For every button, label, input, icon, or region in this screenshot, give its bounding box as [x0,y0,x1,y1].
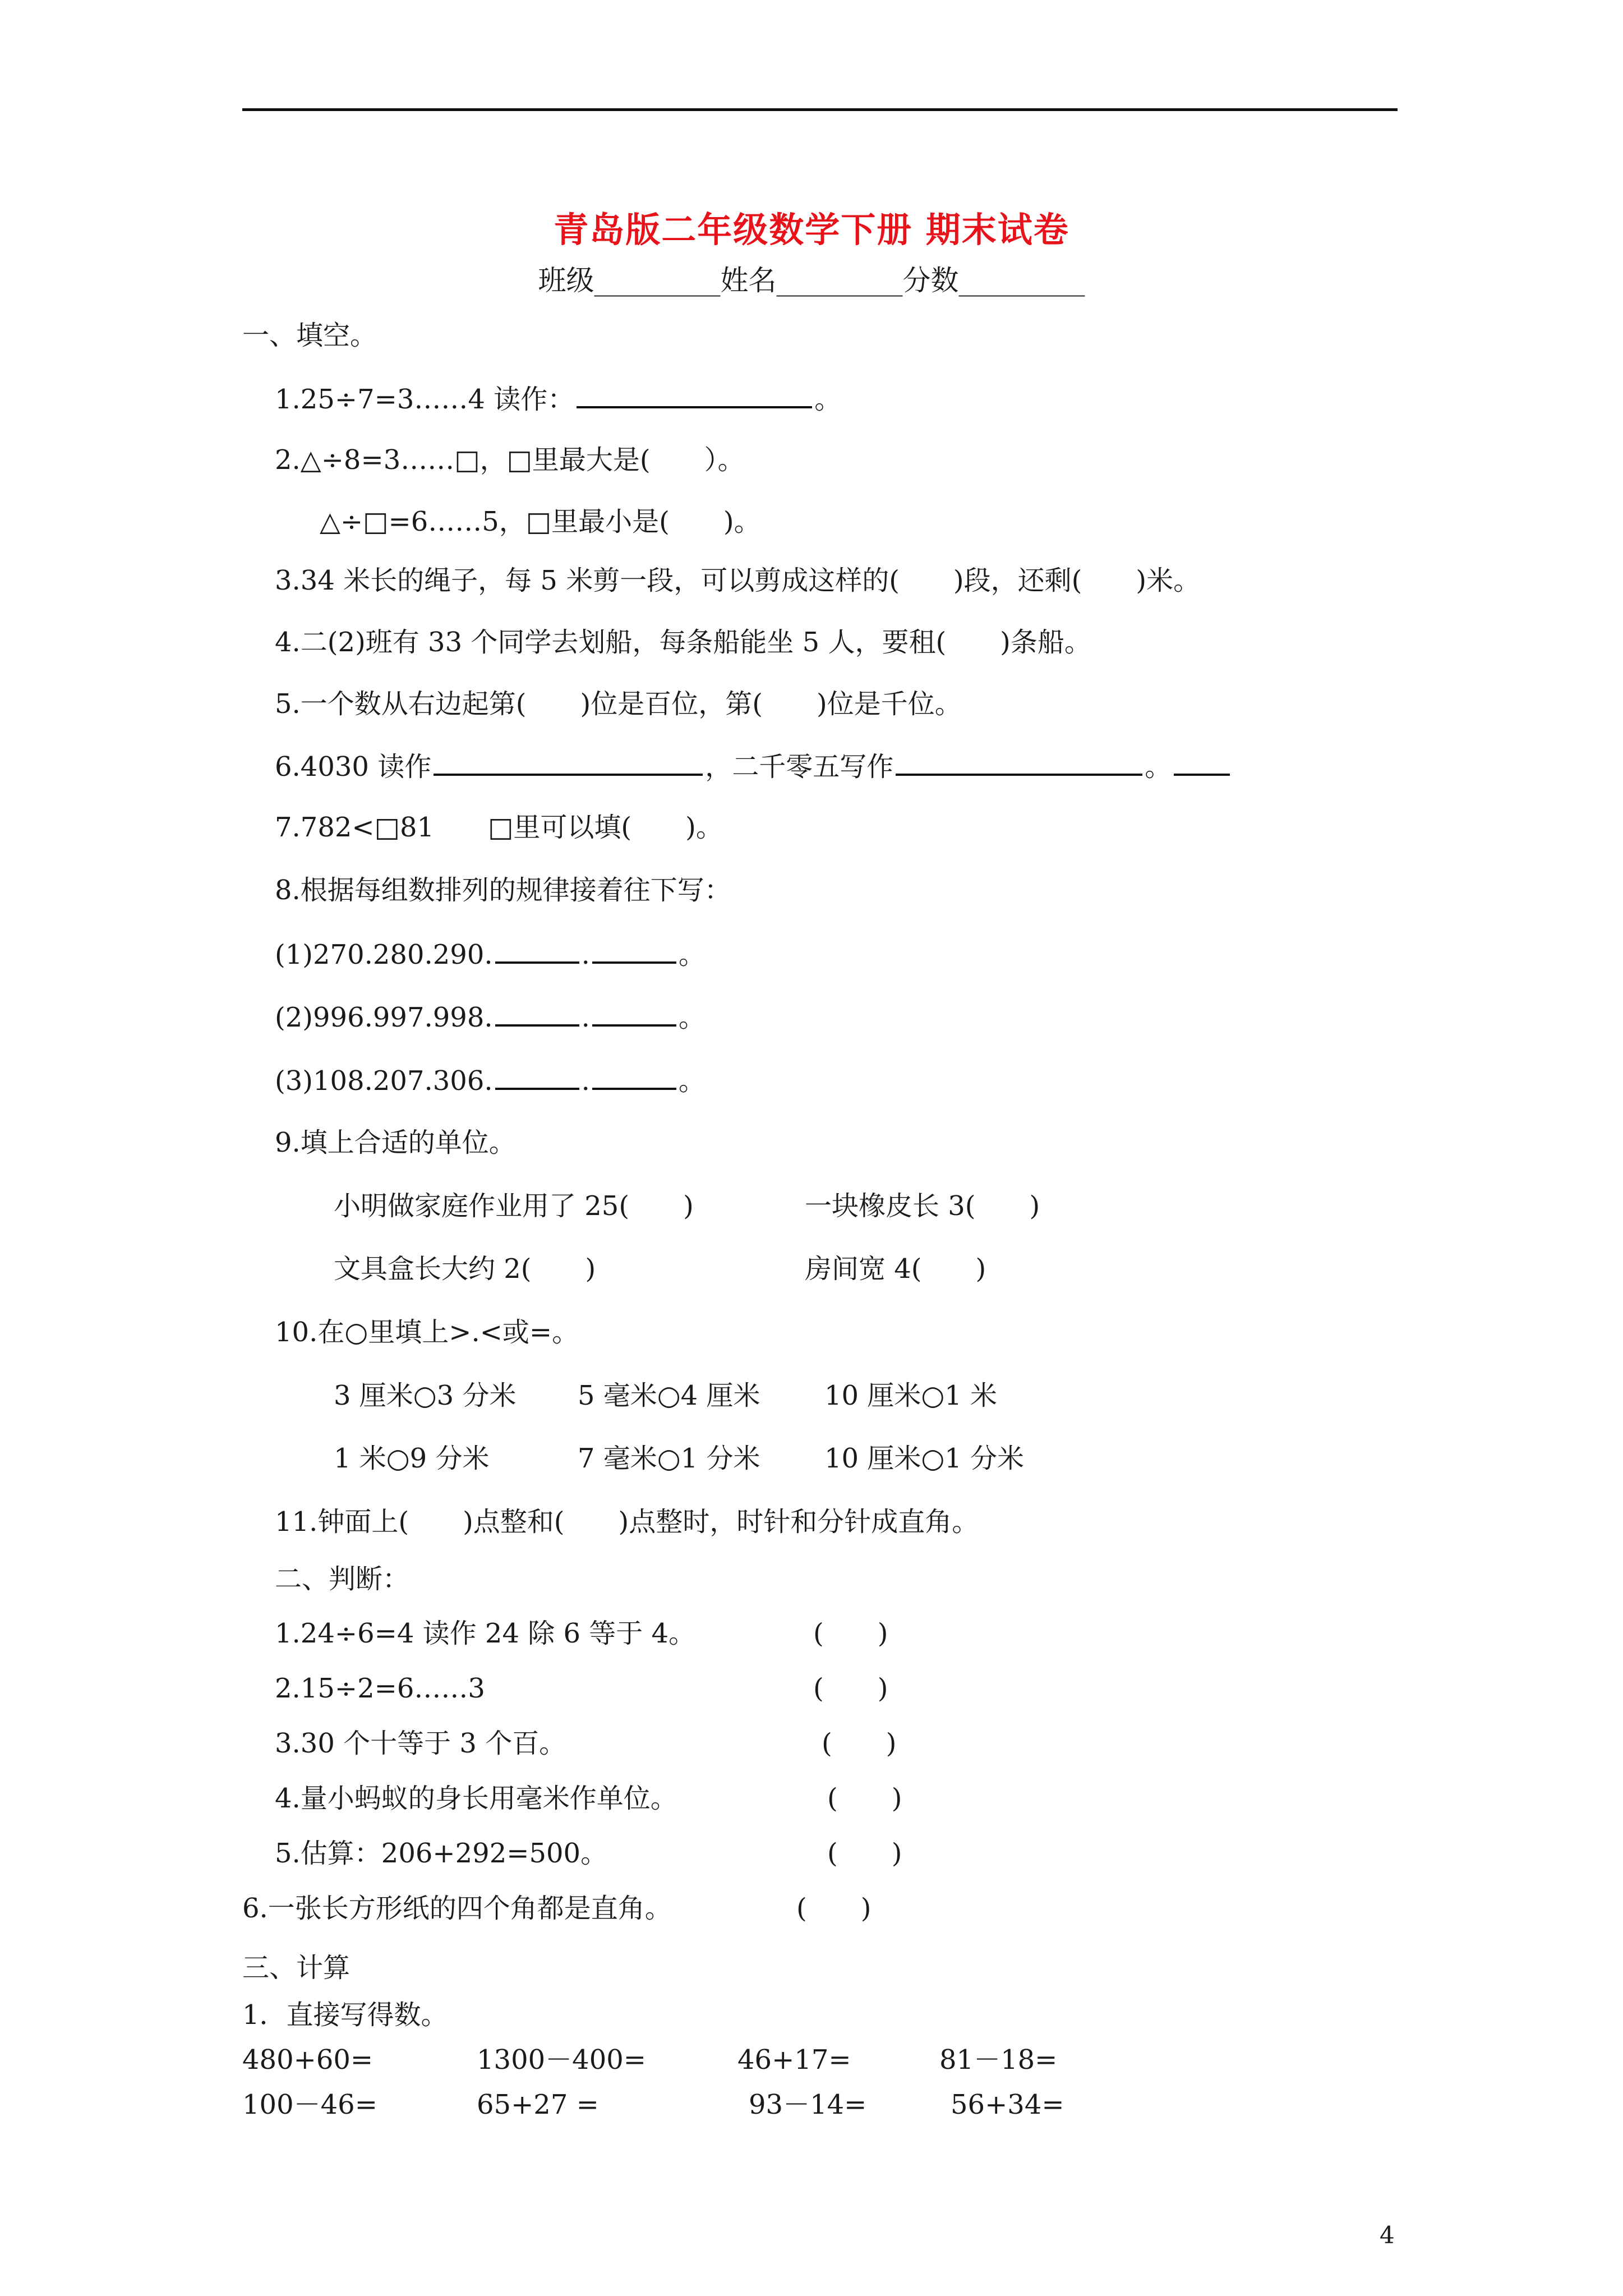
question-10-c: 10 厘米○1 米 [824,1380,998,1411]
question-10-b: 5 毫米○4 厘米 [578,1380,760,1411]
question-9-a: 小明做家庭作业用了 25( ) [334,1190,694,1222]
answer-blank[interactable] [495,1063,579,1090]
question-9-d: 房间宽 4( ) [805,1253,986,1285]
judge-item: 4.量小蚂蚁的身长用毫米作单位。 [275,1783,677,1814]
judge-paren[interactable]: ( ) [822,1728,897,1759]
question-10-f: 10 厘米○1 分米 [824,1443,1025,1474]
question-9-b: 一块橡皮长 3( ) [805,1190,1040,1222]
judge-paren[interactable]: ( ) [813,1673,888,1704]
question-10-e: 7 毫米○1 分米 [578,1443,760,1474]
question-10-d: 1 米○9 分米 [334,1443,490,1474]
question-2b: △÷□=6……5，□里最小是( )。 [320,506,761,537]
question-8: 8.根据每组数排列的规律接着往下写： [275,875,731,906]
question-11: 11.钟面上( )点整和( )点整时，时针和分针成直角。 [275,1506,979,1538]
judge-item: 3.30 个十等于 3 个百。 [275,1728,566,1759]
section3-subheading: 1．直接写得数。 [242,1999,448,2031]
question-10-a: 3 厘米○3 分米 [334,1380,517,1411]
calc-item: 100－46= [242,2089,377,2120]
calc-item: 46+17= [737,2044,851,2076]
question-3: 3.34 米长的绳子，每 5 米剪一段，可以剪成这样的( )段，还剩( )米。 [275,565,1201,596]
judge-paren[interactable]: ( ) [827,1838,902,1869]
question-5: 5.一个数从右边起第( )位是百位，第( )位是千位。 [275,688,962,720]
answer-blank[interactable] [495,1000,579,1027]
page-title: 青岛版二年级数学下册 期末试卷 [554,209,1069,250]
answer-blank[interactable] [495,937,579,964]
answer-blank[interactable] [577,381,812,408]
calc-item: 480+60= [242,2044,374,2076]
question-1: 1.25÷7=3……4 读作： 。 [275,381,841,416]
question-2a: 2.△÷8=3……□，□里最大是( ）。 [275,444,745,476]
judge-paren[interactable]: ( ) [813,1618,888,1649]
header-rule [242,108,1398,111]
calc-item: 93－14= [749,2089,867,2120]
section1-heading: 一、填空。 [242,320,377,351]
question-10: 10.在○里填上>.<或=。 [275,1317,579,1348]
question-7: 7.782<□81 □里可以填( )。 [275,812,723,843]
answer-blank[interactable] [592,1063,676,1090]
question-4: 4.二(2)班有 33 个同学去划船，每条船能坐 5 人，要租( )条船。 [275,627,1091,658]
question-9-c: 文具盒长大约 2( ) [334,1253,596,1285]
question-8-2: (2)996.997.998. . 。 [275,1000,706,1034]
section3-heading: 三、计算 [242,1952,351,1984]
question-8-1: (1)270.280.290. . 。 [275,937,706,972]
judge-item: 2.15÷2=6……3 [275,1673,485,1704]
calc-item: 81－18= [939,2044,1058,2076]
judge-item: 5.估算：206+292=500。 [275,1838,608,1869]
calc-item: 1300－400= [477,2044,646,2076]
judge-paren[interactable]: ( ) [827,1783,902,1814]
answer-blank[interactable] [1174,749,1230,776]
page-number: 4 [1380,2221,1395,2249]
question-6: 6.4030 读作 ，二千零五写作 。 [275,749,1232,784]
answer-blank[interactable] [434,749,703,776]
question-9: 9.填上合适的单位。 [275,1127,516,1158]
student-info-line: 班级_________姓名_________分数_________ [538,264,1085,297]
answer-blank[interactable] [592,1000,676,1027]
section2-heading: 二、判断： [275,1563,410,1595]
question-8-3: (3)108.207.306. . 。 [275,1063,706,1098]
answer-blank[interactable] [896,749,1142,776]
calc-item: 56+34= [951,2089,1064,2120]
answer-blank[interactable] [592,937,676,964]
calc-item: 65+27 = [477,2089,599,2120]
judge-item: 6.一张长方形纸的四个角都是直角。 [242,1893,672,1924]
judge-paren[interactable]: ( ) [796,1893,872,1924]
judge-item: 1.24÷6=4 读作 24 除 6 等于 4。 [275,1618,696,1649]
